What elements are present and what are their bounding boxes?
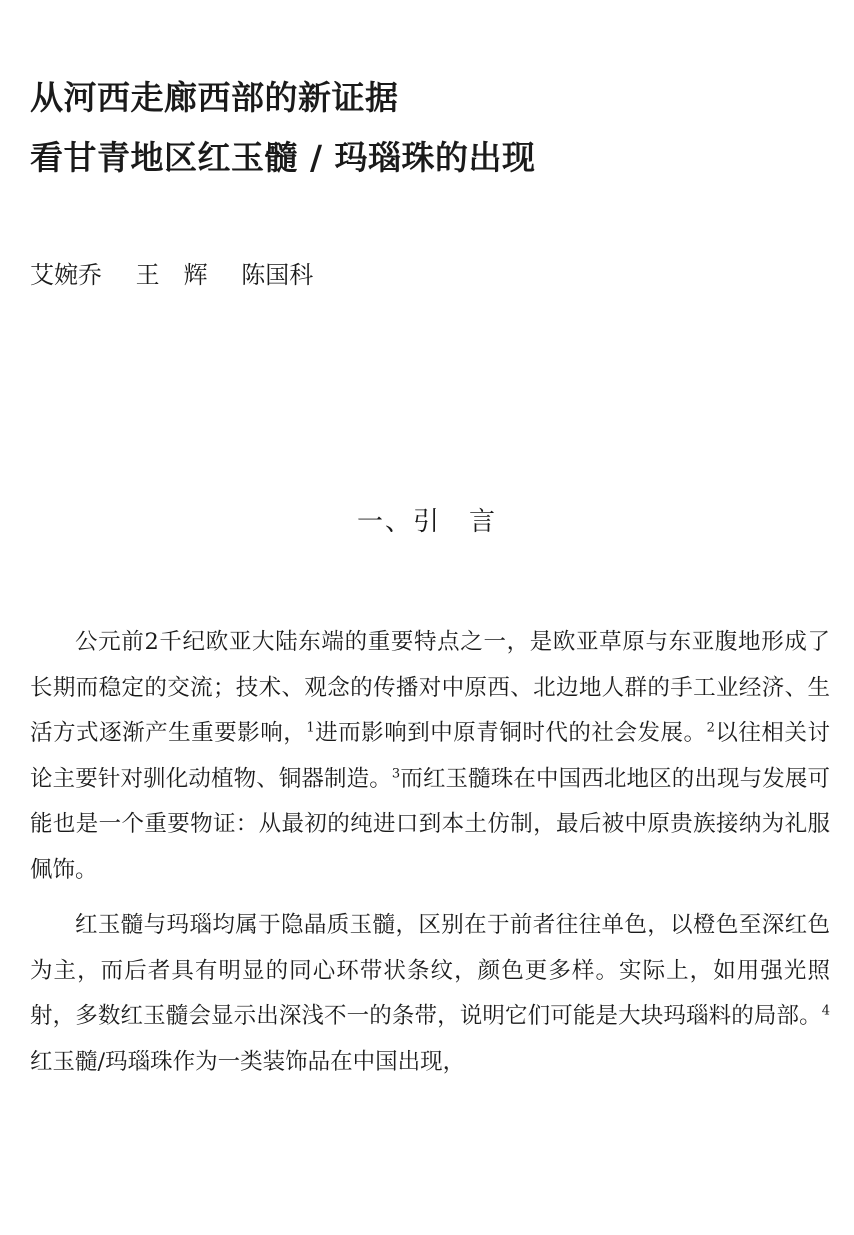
footnote-marker[interactable]: 3 [391, 766, 401, 781]
paragraph-1 [30, 620, 830, 893]
paragraph-text: 以往相关讨论主要针对驯化动植物、铜器制造。 [30, 720, 830, 792]
paragraph-text: 而红玉髓珠在中国西北地区的出现与发展可能也是一个重要物证：从最初的纯进口到本土仿制，最后被中原贵族接纳为礼服佩饰。 [30, 765, 830, 883]
paragraph-2 [30, 903, 830, 1085]
title-line-1: 从河西走廊西部的新证据 [30, 78, 399, 117]
article-title [30, 68, 830, 188]
author-list [30, 255, 339, 295]
title-line-2: 看甘青地区红玉髓 / 玛瑙珠的出现 [30, 138, 536, 177]
footnote-marker[interactable]: 1 [306, 720, 315, 736]
author-name: 艾婉乔 [30, 261, 102, 289]
paragraph-text: 红玉髓与玛瑙均属于隐晶质玉髓，区别在于前者往往单色，以橙色至深红色为主，而后者具有明显的同心环带状条纹，颜色更多样。实际上，如用强光照射，多数红玉髓会显示出深浅不一的条带，说明它们可能是大块玛瑙料的局部。 [30, 912, 830, 1029]
paragraph-text: 进而影响到中原青铜时代的社会发展。 [314, 720, 707, 746]
paragraph-text: 红玉髓/玛瑙珠作为一类装饰品在中国出现， [30, 1048, 466, 1075]
paragraph-text: 公元前2千纪欧亚大陆东端的重要特点之一，是欧亚草原与东亚腹地形成了长期而稳定的交流；技术、观念的传播对中原西、北边地人群的手工业经济、生活方式逐渐产生重要影响， [30, 629, 830, 746]
footnote-marker[interactable]: 4 [821, 1003, 830, 1019]
author-name: 王 辉 [135, 261, 208, 289]
section-heading: 一、引 言 [356, 507, 497, 537]
footnote-marker[interactable]: 2 [706, 720, 715, 736]
author-name: 陈国科 [241, 261, 314, 289]
body-text [30, 620, 830, 1085]
